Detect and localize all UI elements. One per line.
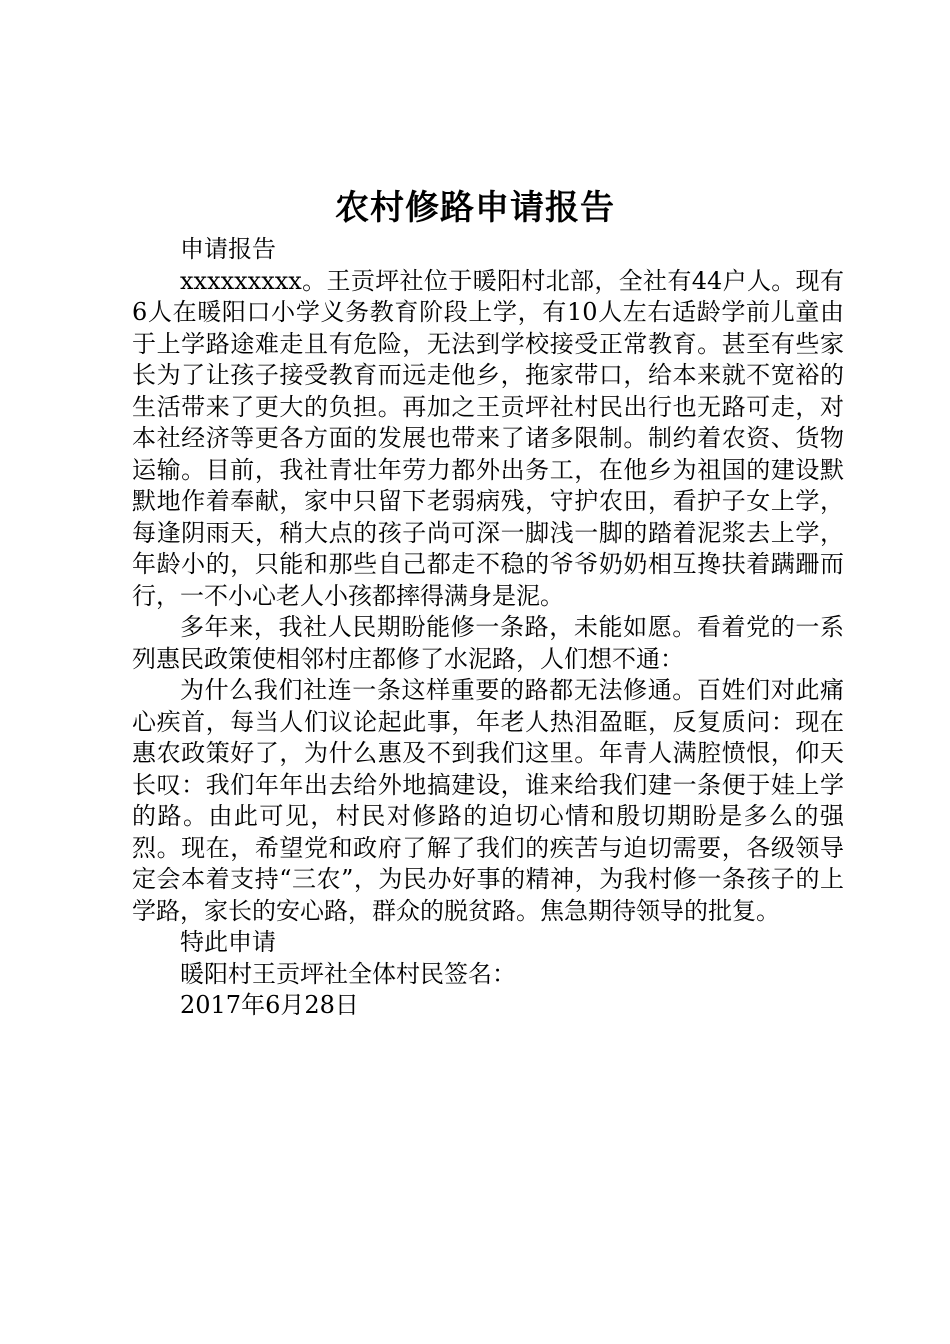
document-title: 农村修路申请报告: [335, 188, 615, 228]
paragraph-appeal: 为什么我们社连一条这样重要的路都无法修通。百姓们对此痛心疾首，每当人们议论起此事，年老人热泪盈眶，反复质问：现在惠农政策好了，为什么惠及不到我们这里。年青人满腔愤恨，仰天长叹：我们年年出去给外地搞建设，谁来给我们建一条便于娃上学的路。由此可见，村民对修路的迫切心情和殷切期盼是多么的强烈。现在，希望党和政府了解了我们的疾苦与迫切需要，各级领导定会本着支持“三农”，为民办好事的精神，为我村修一条孩子的上学路，家长的安心路，群众的脱贫路。焦急期待领导的批复。: [132, 676, 844, 925]
closing-line: 特此申请: [180, 928, 276, 956]
signature-line: 暖阳村王贡坪社全体村民签名：: [180, 959, 516, 988]
document-body: [132, 234, 844, 1022]
paragraph-hope: 多年来，我社人民期盼能修一条路，未能如愿。看着党的一系列惠民政策使相邻村庄都修了水泥路，人们想不通：: [132, 613, 844, 673]
paragraph-situation: xxxxxxxxx。王贡坪社位于暖阳村北部，全社有44户人。现有6人在暖阳口小学义务教育阶段上学，有10人左右适龄学前儿童由于上学路途难走且有危险，无法到学校接受正常教育。甚至有些家长为了让孩子接受教育而远走他乡，拖家带口，给本来就不宽裕的生活带来了更大的负担。再加之王贡坪社村民出行也无路可走，对本社经济等更各方面的发展也带来了诸多限制。制约着农资、货物运输。目前，我社青壮年劳力都外出务工，在他乡为祖国的建设默默地作着奉献，家中只留下老弱病残，守护农田，看护子女上学，每逢阴雨天，稍大点的孩子尚可深一脚浅一脚的踏着泥浆去上学，年龄小的，只能和那些自己都走不稳的爷爷奶奶相互搀扶着蹒跚而行，一不小心老人小孩都摔得满身是泥。: [132, 266, 844, 610]
heading-line: 申请报告: [180, 235, 276, 263]
date-line: 2017年6月28日: [180, 991, 359, 1019]
